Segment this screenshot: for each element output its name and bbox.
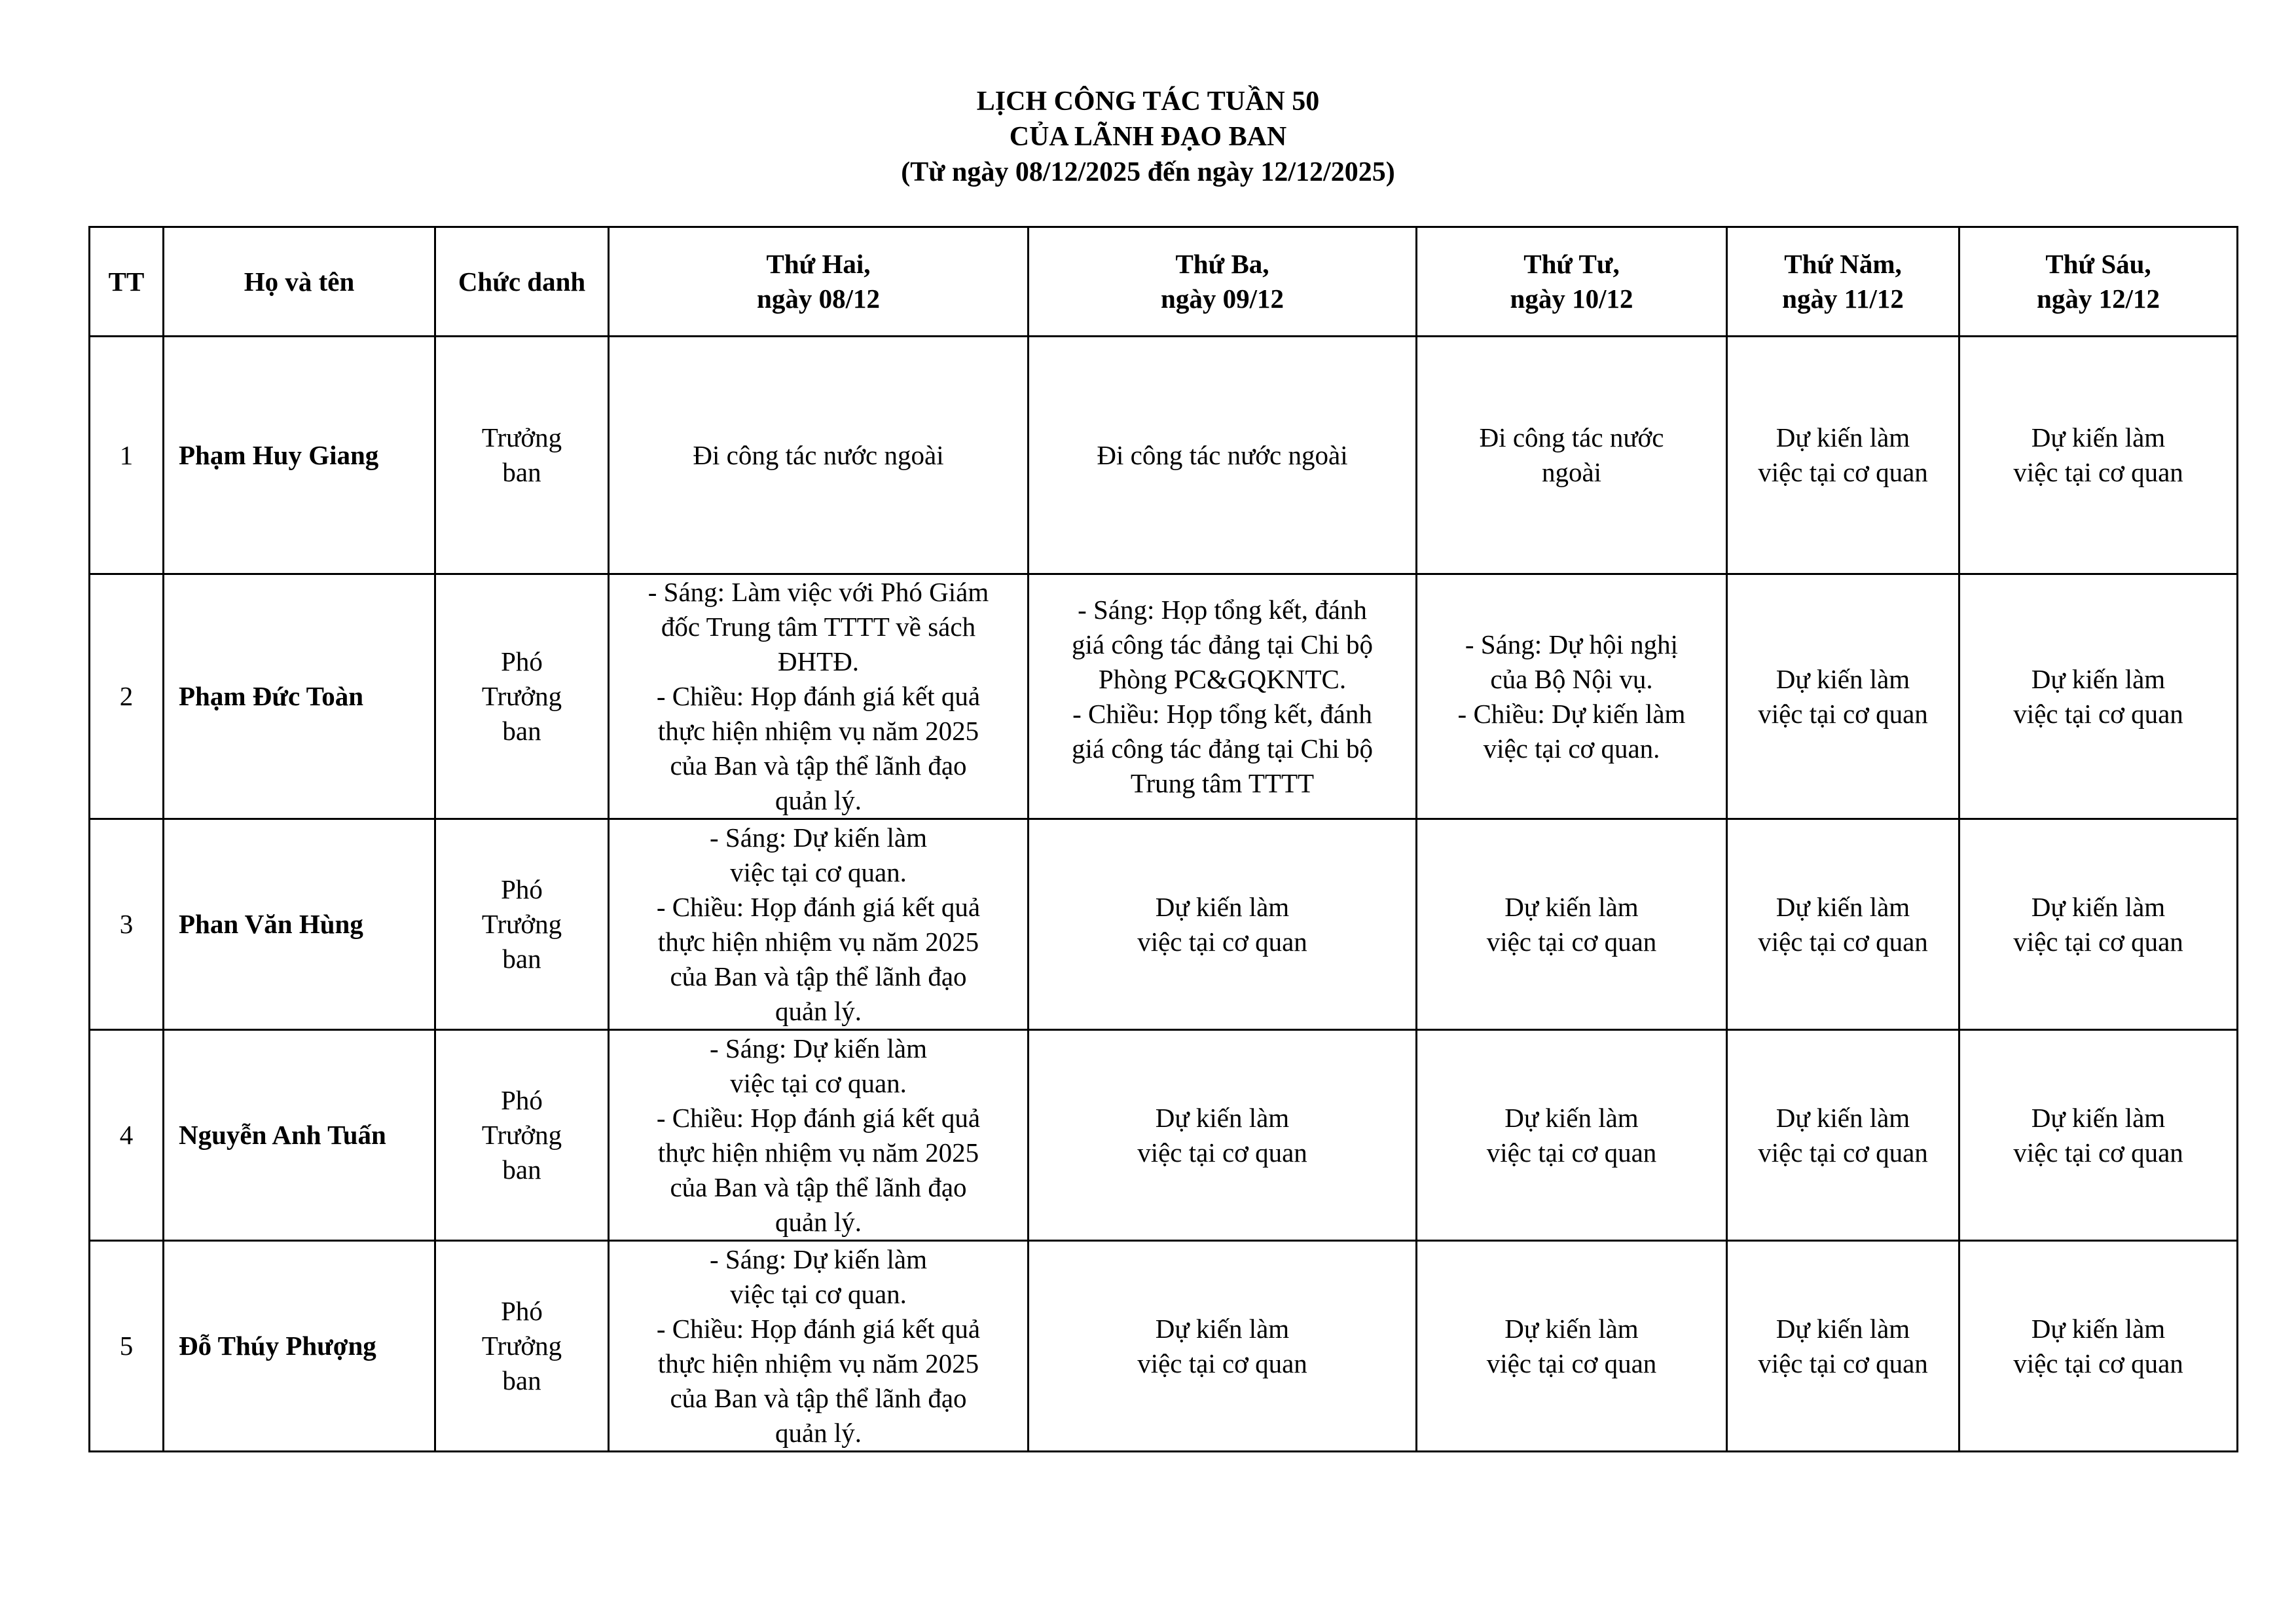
cell-friday: Dự kiến làm việc tại cơ quan (1959, 819, 2238, 1030)
cell-tt: 5 (90, 1241, 164, 1452)
header-tt: TT (90, 227, 164, 337)
cell-wednesday: Dự kiến làm việc tại cơ quan (1417, 1241, 1727, 1452)
header-day-label: Thứ Tư, (1523, 249, 1620, 279)
cell-name: Đỗ Thúy Phượng (164, 1241, 435, 1452)
title-line-1: LỊCH CÔNG TÁC TUẦN 50 (976, 86, 1320, 117)
table-row (90, 1030, 2238, 1241)
header-day-date: ngày 09/12 (1161, 284, 1284, 314)
cell-monday: - Sáng: Dự kiến làm việc tại cơ quan. - Chiều: Họp đánh giá kết quả thực hiện nhiệm vụ năm 2025 của Ban và tập thể lãnh đạo quản lý. (609, 1030, 1029, 1241)
header-day-date: ngày 10/12 (1510, 284, 1633, 314)
document-title (0, 84, 2296, 190)
cell-thursday: Dự kiến làm việc tại cơ quan (1727, 337, 1959, 574)
cell-friday: Dự kiến làm việc tại cơ quan (1959, 337, 2238, 574)
cell-monday: - Sáng: Dự kiến làm việc tại cơ quan. - Chiều: Họp đánh giá kết quả thực hiện nhiệm vụ năm 2025 của Ban và tập thể lãnh đạo quản lý. (609, 1241, 1029, 1452)
cell-tuesday: Dự kiến làm việc tại cơ quan (1029, 1241, 1417, 1452)
cell-tuesday: Dự kiến làm việc tại cơ quan (1029, 819, 1417, 1030)
header-day-date: ngày 12/12 (2037, 284, 2160, 314)
cell-thursday: Dự kiến làm việc tại cơ quan (1727, 819, 1959, 1030)
cell-name: Phạm Đức Toàn (164, 574, 435, 819)
title-line-2: CỦA LÃNH ĐẠO BAN (1009, 122, 1287, 152)
cell-wednesday: Dự kiến làm việc tại cơ quan (1417, 819, 1727, 1030)
cell-position: Trưởng ban (435, 337, 609, 574)
header-day-label: Thứ Ba, (1175, 249, 1269, 279)
table-row (90, 337, 2238, 574)
cell-position: Phó Trưởng ban (435, 819, 609, 1030)
header-day-tuesday (1029, 227, 1417, 337)
cell-name: Phạm Huy Giang (164, 337, 435, 574)
cell-tuesday: Đi công tác nước ngoài (1029, 337, 1417, 574)
cell-thursday: Dự kiến làm việc tại cơ quan (1727, 1030, 1959, 1241)
cell-monday: Đi công tác nước ngoài (609, 337, 1029, 574)
header-day-date: ngày 11/12 (1782, 284, 1904, 314)
header-day-label: Thứ Hai, (766, 249, 871, 279)
header-day-thursday (1727, 227, 1959, 337)
schedule-table (88, 226, 2238, 1452)
header-row (90, 227, 2238, 337)
cell-tuesday: - Sáng: Họp tổng kết, đánh giá công tác đảng tại Chi bộ Phòng PC&GQKNTC. - Chiều: Họp tổng kết, đánh giá công tác đảng tại Chi bộ Trung tâm TTTT (1029, 574, 1417, 819)
cell-wednesday: Dự kiến làm việc tại cơ quan (1417, 1030, 1727, 1241)
cell-tt: 2 (90, 574, 164, 819)
cell-name: Nguyễn Anh Tuấn (164, 1030, 435, 1241)
header-day-label: Thứ Sáu, (2045, 249, 2151, 279)
cell-friday: Dự kiến làm việc tại cơ quan (1959, 1030, 2238, 1241)
cell-friday: Dự kiến làm việc tại cơ quan (1959, 1241, 2238, 1452)
cell-tt: 3 (90, 819, 164, 1030)
header-position: Chức danh (435, 227, 609, 337)
cell-tt: 1 (90, 337, 164, 574)
cell-friday: Dự kiến làm việc tại cơ quan (1959, 574, 2238, 819)
cell-thursday: Dự kiến làm việc tại cơ quan (1727, 1241, 1959, 1452)
header-day-monday (609, 227, 1029, 337)
cell-position: Phó Trưởng ban (435, 1030, 609, 1241)
header-name: Họ và tên (164, 227, 435, 337)
cell-tt: 4 (90, 1030, 164, 1241)
title-line-3: (Từ ngày 08/12/2025 đến ngày 12/12/2025) (901, 157, 1395, 187)
header-day-label: Thứ Năm, (1784, 249, 1902, 279)
cell-position: Phó Trưởng ban (435, 1241, 609, 1452)
cell-wednesday: - Sáng: Dự hội nghị của Bộ Nội vụ. - Chiều: Dự kiến làm việc tại cơ quan. (1417, 574, 1727, 819)
table-row (90, 819, 2238, 1030)
header-day-friday (1959, 227, 2238, 337)
cell-name: Phan Văn Hùng (164, 819, 435, 1030)
cell-position: Phó Trưởng ban (435, 574, 609, 819)
header-day-wednesday (1417, 227, 1727, 337)
table-row (90, 574, 2238, 819)
cell-thursday: Dự kiến làm việc tại cơ quan (1727, 574, 1959, 819)
header-day-date: ngày 08/12 (757, 284, 880, 314)
table-row (90, 1241, 2238, 1452)
cell-monday: - Sáng: Dự kiến làm việc tại cơ quan. - Chiều: Họp đánh giá kết quả thực hiện nhiệm vụ năm 2025 của Ban và tập thể lãnh đạo quản lý. (609, 819, 1029, 1030)
cell-tuesday: Dự kiến làm việc tại cơ quan (1029, 1030, 1417, 1241)
cell-wednesday: Đi công tác nước ngoài (1417, 337, 1727, 574)
cell-monday: - Sáng: Làm việc với Phó Giám đốc Trung tâm TTTT về sách ĐHTĐ. - Chiều: Họp đánh giá kết quả thực hiện nhiệm vụ năm 2025 của Ban và tập thể lãnh đạo quản lý. (609, 574, 1029, 819)
